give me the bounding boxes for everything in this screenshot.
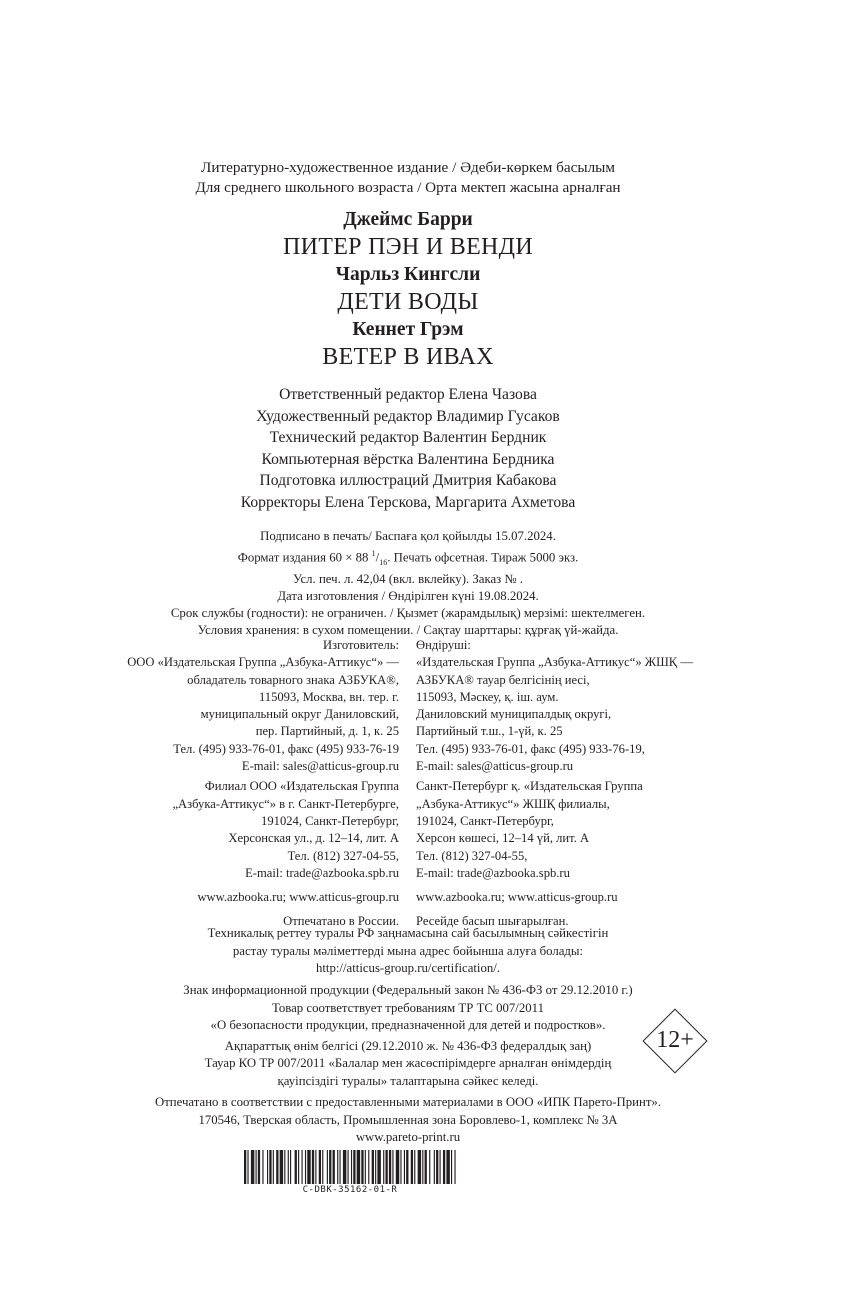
col-line: „Азбука-Аттикус“» в г. Санкт-Петербурге,: [172, 796, 399, 811]
barcode-bar: [280, 1150, 283, 1184]
col-line: E-mail: trade@azbooka.spb.ru: [245, 865, 399, 880]
col-line: www.azbooka.ru; www.atticus-group.ru: [416, 890, 618, 905]
barcode-bar: [436, 1150, 438, 1184]
col-line: Филиал ООО «Издательская Группа: [204, 779, 399, 794]
print-details: [0, 528, 816, 639]
info-line: «О безопасности продукции, предназначенной для детей и подростков».: [210, 1018, 606, 1032]
info-line: Ақпараттық өнім белгісі (29.12.2010 ж. № 436-ФЗ федералдық заң): [224, 1038, 592, 1053]
barcode-bar: [434, 1150, 435, 1184]
info-line: қауіпсіздігі туралы» талаптарына сәйкес келеді.: [277, 1073, 539, 1088]
credits-list: [0, 384, 816, 514]
age-rating-badge: [642, 1008, 708, 1074]
barcode-bar: [446, 1150, 449, 1184]
barcode-bar: [339, 1150, 340, 1184]
col-line: Тел. (495) 933-76-01, факс (495) 933-76-19,: [416, 741, 645, 756]
col-line: Тел. (495) 933-76-01, факс (495) 933-76-19: [173, 741, 399, 756]
barcode-bar: [353, 1150, 355, 1184]
barcode-bar: [451, 1150, 452, 1184]
sheets-line: Усл. печ. л. 42,04 (вкл. вклейку). Заказ № .: [292, 571, 524, 586]
cert-line: http://atticus-group.ru/certification/.: [315, 961, 501, 975]
barcode-bar: [319, 1150, 321, 1184]
col-line: www.azbooka.ru; www.atticus-group.ru: [197, 890, 399, 905]
barcode-bar: [305, 1150, 306, 1184]
works-list: [0, 206, 816, 371]
barcode: [244, 1150, 456, 1184]
col-line: Херсон көшесі, 12–14 үй, лит. А: [416, 831, 590, 846]
barcode-bar: [307, 1150, 310, 1184]
col-line: 191024, Санкт-Петербург,: [261, 813, 399, 828]
barcode-bar: [256, 1150, 257, 1184]
edition-header: [0, 158, 816, 198]
barcode-bar: [351, 1150, 352, 1184]
edition-type-line: Литературно-художественное издание / Әдеби-көркем басылым: [201, 159, 615, 176]
certification-note: [0, 925, 816, 978]
col-line: Тел. (812) 327-04-55,: [416, 848, 528, 863]
format-line: Формат издания 60 × 88 $^1/_{16}$. Печать офсетная. Тираж 5000 экз.: [237, 549, 579, 567]
col-line: Изготовитель:: [323, 638, 399, 652]
manufacturer-kz: [416, 637, 693, 931]
barcode-bar: [361, 1150, 363, 1184]
col-line: 115093, Мәскеу, қ. іш. аум.: [416, 689, 559, 704]
barcode-bar: [414, 1150, 415, 1184]
barcode-bar: [383, 1150, 384, 1184]
cert-line: Техникалық реттеу туралы РФ заңнамасына сай басылымның сәйкестігін: [207, 926, 609, 940]
col-line: Партийный т.ш., 1-үй, к. 25: [416, 724, 563, 739]
col-line: Тел. (812) 327-04-55,: [287, 848, 399, 863]
storage-line: Условия хранения: в сухом помещении. / Сақтау шарттары: құрғақ үй-жайда.: [197, 622, 619, 637]
col-line: пер. Партийный, д. 1, к. 25: [255, 724, 399, 739]
barcode-bar: [425, 1150, 427, 1184]
barcode-bar: [333, 1150, 335, 1184]
credit-line: Художественный редактор Владимир Гусаков: [256, 407, 560, 425]
barcode-bar: [258, 1150, 260, 1184]
col-line: Отпечатано в России.: [283, 914, 399, 929]
barcode-bar: [418, 1150, 421, 1184]
col-line: АЗБУКА® тауар белгісінің иесі,: [416, 672, 590, 687]
barcode-bar: [327, 1150, 328, 1184]
barcode-bar: [404, 1150, 405, 1184]
printer-info: [0, 1094, 816, 1147]
barcode-bar: [406, 1150, 408, 1184]
credit-line: Компьютерная вёрстка Валентина Бердника: [261, 450, 555, 468]
col-line: E-mail: sales@atticus-group.ru: [241, 759, 399, 774]
credit-line: Ответственный редактор Елена Чазова: [279, 386, 537, 403]
barcode-bar: [429, 1150, 430, 1184]
col-line: 191024, Санкт-Петербург,: [416, 813, 554, 828]
barcode-bar: [365, 1150, 366, 1184]
barcode-bar: [443, 1150, 445, 1184]
col-line: „Азбука-Аттикус“» ЖШҚ филиалы,: [416, 796, 610, 811]
work-title: ВЕТЕР В ИВАХ: [322, 344, 494, 370]
col-line: обладатель товарного знака АЗБУКА®,: [187, 672, 399, 687]
col-line: Санкт-Петербург қ. «Издательская Группа: [416, 779, 643, 794]
barcode-bar: [329, 1150, 331, 1184]
printer-line: 170546, Тверская область, Промышленная зона Боровлево-1, комплекс № 3А: [198, 1112, 618, 1127]
barcode-bar: [372, 1150, 374, 1184]
col-line: 115093, Москва, вн. тер. г.: [258, 689, 399, 704]
col-line: E-mail: trade@azbooka.spb.ru: [416, 865, 570, 880]
barcode-bar: [357, 1150, 360, 1184]
work-author: Джеймс Барри: [343, 209, 473, 230]
barcode-bar: [343, 1150, 346, 1184]
age-rating-text: 12+: [656, 1027, 694, 1053]
barcode-bar: [392, 1150, 393, 1184]
barcode-bar: [290, 1150, 291, 1184]
printer-line: www.pareto-print.ru: [355, 1130, 461, 1144]
barcode-bar: [295, 1150, 297, 1184]
col-line: «Издательская Группа „Азбука-Аттикус“» ЖШҚ —: [416, 655, 693, 670]
barcode-bar: [269, 1150, 271, 1184]
barcode-bar: [244, 1150, 246, 1184]
age-group-line: Для среднего школьного возраста / Орта мектеп жасына арналған: [195, 179, 621, 196]
barcode-bar: [368, 1150, 369, 1184]
work-author: Чарльз Кингсли: [335, 264, 481, 285]
barcode-bar: [411, 1150, 413, 1184]
barcode-bar: [284, 1150, 285, 1184]
col-line: E-mail: sales@atticus-group.ru: [416, 759, 574, 774]
barcode-bar: [454, 1150, 455, 1184]
credit-line: Технический редактор Валентин Бердник: [269, 429, 547, 447]
barcode-bar: [251, 1150, 254, 1184]
barcode-bar: [375, 1150, 376, 1184]
barcode-bar: [262, 1150, 263, 1184]
barcode-bar: [348, 1150, 349, 1184]
manufacturer-ru: [127, 637, 399, 931]
format-denominator: 16: [379, 557, 388, 567]
printer-line: Отпечатано в соответствии с предоставленными материалами в ООО «ИПК Парето-Принт».: [154, 1095, 662, 1109]
barcode-bar: [273, 1150, 274, 1184]
col-line: Даниловский муниципалдық округі,: [416, 707, 612, 722]
barcode-code: C-DBK-35162-01-R: [302, 1185, 398, 1195]
col-line: муниципальный округ Даниловский,: [200, 707, 399, 722]
info-line: Тауар КО ТР 007/2011 «Балалар мен жасөспірімдерге арналған өнімдердің: [204, 1056, 612, 1070]
barcode-bar: [400, 1150, 401, 1184]
col-line: Ресейде басып шығарылған.: [416, 914, 569, 929]
format-numerator: 1: [371, 549, 376, 558]
barcode-bar: [385, 1150, 387, 1184]
date-line: Дата изготовления / Өндірілген күні 19.08.2024.: [277, 588, 539, 603]
work-title: ДЕТИ ВОДЫ: [337, 289, 479, 315]
signed-line: Подписано в печать/ Баспаға қол қойылды 15.07.2024.: [260, 529, 556, 543]
credit-line: Корректоры Елена Терскова, Маргарита Ахметова: [240, 493, 576, 511]
format-prefix: Формат издания 60 × 88: [237, 550, 372, 565]
barcode-bar: [267, 1150, 268, 1184]
work-author: Кеннет Грэм: [352, 319, 464, 340]
barcode-bar: [377, 1150, 380, 1184]
info-line: Знак информационной продукции (Федеральный закон № 436-ФЗ от 29.12.2010 г.): [183, 983, 633, 997]
service-life-line: Срок службы (годности): не ограничен. / Қызмет (жарамдылық) мерзімі: шектелмеген.: [170, 605, 646, 620]
barcode-bar: [337, 1150, 338, 1184]
col-line: Өндіруші:: [416, 638, 471, 652]
col-line: Херсонская ул., д. 12–14, лит. А: [228, 831, 399, 846]
barcode-bar: [440, 1150, 441, 1184]
credit-line: Подготовка иллюстраций Дмитрия Кабакова: [259, 472, 557, 490]
barcode-bar: [288, 1150, 289, 1184]
barcode-bar: [276, 1150, 278, 1184]
barcode-bar: [389, 1150, 391, 1184]
barcode-bar: [312, 1150, 314, 1184]
barcode-bar: [422, 1150, 423, 1184]
format-suffix: . Печать офсетная. Тираж 5000 экз.: [387, 550, 579, 565]
barcode-bar: [396, 1150, 399, 1184]
cert-line: растау туралы мәліметтерді мына адрес бойынша алуға болады:: [232, 943, 584, 958]
barcode-bar: [247, 1150, 248, 1184]
barcode-bar: [302, 1150, 303, 1184]
barcode-bar: [315, 1150, 316, 1184]
barcode-bar: [298, 1150, 299, 1184]
work-title: ПИТЕР ПЭН И ВЕНДИ: [283, 234, 533, 260]
col-line: ООО «Издательская Группа „Азбука-Аттикус“» —: [127, 655, 399, 670]
info-line: Товар соответствует требованиям ТР ТС 007/2011: [271, 1000, 544, 1015]
barcode-bar: [322, 1150, 323, 1184]
